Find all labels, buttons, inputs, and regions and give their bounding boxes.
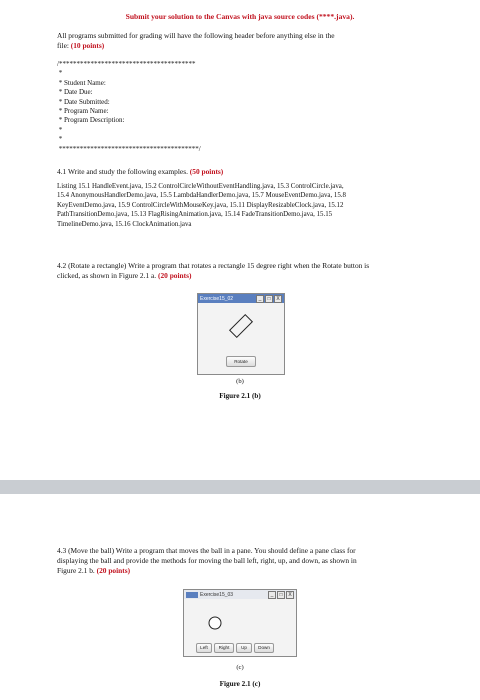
figure-caption-c: Figure 2.1 (c): [219, 680, 261, 688]
page-separator: [0, 480, 480, 494]
listing-line: Listing 15.1 HandleEvent.java, 15.2 ControlCircleWithoutEventHandling.java, 15.3 ControlCircle.java,: [57, 183, 344, 190]
maximize-icon: □: [265, 295, 273, 303]
question-4-1-points: (50 points): [189, 167, 224, 176]
rotated-rectangle-canvas: [198, 303, 284, 357]
window-controls: [268, 591, 294, 599]
close-icon: X: [274, 295, 282, 303]
maximize-icon: □: [277, 591, 285, 599]
window-title: Exercise15_03: [200, 591, 234, 598]
code-line: ****************************************/: [57, 144, 201, 153]
figure-caption-b: Figure 2.1 (b): [219, 392, 261, 400]
question-4-2-line1: 4.2 (Rotate a rectangle) Write a program that rotates a rectangle 15 degree right when the Rotate button is: [57, 261, 370, 270]
listing-line: TimelineDemo.java, 15.16 ClockAnimation.java: [57, 220, 192, 228]
question-4-2-text: clicked, as shown in Figure 2.1 a.: [57, 271, 158, 280]
ball-shape: [209, 617, 221, 629]
down-button[interactable]: Down: [254, 643, 274, 653]
window-title: Exercise15_02: [200, 295, 234, 302]
move-ball-window-screenshot: [183, 589, 297, 657]
question-4-2-points: (20 points): [158, 271, 192, 280]
intro-text: file:: [57, 41, 71, 50]
code-line: *: [57, 125, 63, 134]
code-line: *: [57, 69, 63, 78]
code-line: /***************************************: [57, 60, 196, 68]
intro-paragraph-line1: All programs submitted for grading will have the following header before anything else in the: [57, 31, 335, 40]
header-code-block: [57, 60, 357, 154]
question-4-3-text: Figure 2.1 b.: [57, 566, 97, 575]
question-4-3-line1: 4.3 (Move the ball) Write a program that moves the ball in a pane. You should define a pane class for: [57, 546, 356, 555]
question-4-2-line2: [57, 271, 425, 281]
sub-caption-b: (b): [236, 378, 244, 385]
window-title-bar: [198, 294, 284, 303]
minimize-icon: _: [256, 295, 264, 303]
code-line: * Program Name:: [57, 107, 109, 116]
minimize-icon: _: [268, 591, 276, 599]
listing-line: 15.4 AnonymousHandlerDemo.java, 15.5 LambdaHandlerDemo.java, 15.7 MouseEventDemo.java, 15.8: [57, 192, 346, 200]
left-button[interactable]: Left: [196, 643, 212, 653]
intro-paragraph-line2: [57, 41, 425, 51]
code-line: * Program Description:: [57, 116, 125, 125]
listing-examples: [57, 182, 427, 229]
rotate-window-screenshot: [197, 293, 285, 375]
right-button[interactable]: Right: [214, 643, 234, 653]
code-line: *: [57, 135, 63, 144]
question-4-3-line2: displaying the ball and provide the methods for moving the ball left, right, up, and down, as shown in: [57, 556, 357, 565]
sub-caption-c: (c): [236, 664, 244, 671]
question-4-3-line3: [57, 566, 425, 576]
question-4-3-points: (20 points): [96, 566, 131, 575]
ball-canvas: [184, 599, 296, 639]
rotated-rectangle-shape: [230, 315, 253, 338]
up-button[interactable]: Up: [236, 643, 252, 653]
submission-instructions: Submit your solution to the Canvas with java source codes (****.java).: [125, 12, 355, 21]
close-icon: X: [286, 591, 294, 599]
document-page-2: [0, 494, 480, 700]
question-4-1-text: 4.1 Write and study the following examples.: [57, 167, 190, 176]
app-icon: [186, 592, 198, 598]
code-line: * Date Submitted:: [57, 97, 110, 106]
rotate-button[interactable]: Rotate: [226, 356, 256, 367]
code-line: * Date Due:: [57, 88, 93, 97]
intro-points: (10 points): [70, 41, 105, 50]
window-controls: [256, 295, 282, 303]
listing-line: KeyEventDemo.java, 15.9 ControlCircleWithMouseKey.java, 15.11 DisplayResizableClock.java, 15.12: [57, 201, 344, 209]
window-title-bar: [184, 590, 296, 599]
listing-line: PathTransitionDemo.java, 15.13 FlagRisingAnimation.java, 15.14 FadeTransitionDemo.java, 15.15: [57, 211, 333, 219]
question-4-1: [57, 167, 425, 177]
code-line: * Student Name:: [57, 78, 106, 87]
